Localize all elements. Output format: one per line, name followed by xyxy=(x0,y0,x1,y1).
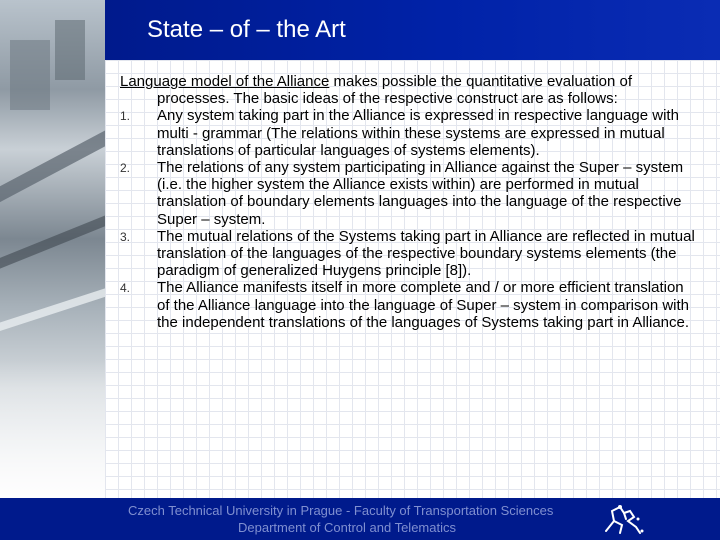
list-text: Any system taking part in the Alliance is expressed in respective language with multi - grammar (The relations within these systems are expressed in mutual translations of particular languages of systems elements). xyxy=(157,107,679,159)
slide-title: State – of – the Art xyxy=(147,16,346,43)
list-text: The relations of any system participating in Alliance against the Super – system (i.e. the higher system the Alliance exists within) are performed in mutual translation of boundary elements languages into the language of the respective Super – system. xyxy=(157,159,684,228)
footer-department: Department of Control and Telematics xyxy=(238,520,456,535)
footer-university: Czech Technical University in Prague - Faculty of Transportation Sciences xyxy=(128,503,554,518)
list-number: 2. xyxy=(120,161,131,176)
list-text: The Alliance manifests itself in more complete and / or more efficient translation of the Alliance language into the language of Super – system in comparison with the independent translations of the languages of Systems taking part in Alliance. xyxy=(157,279,690,331)
list-item xyxy=(120,159,695,228)
list-number: 1. xyxy=(120,109,131,124)
list-item xyxy=(120,107,695,159)
highway-photo xyxy=(0,0,105,498)
list-text: The mutual relations of the Systems taking part in Alliance are reflected in mutual translation of the languages of the respective boundary systems elements (the paradigm of generalized Huygens principle [8]). xyxy=(157,227,695,280)
list-item xyxy=(120,279,695,331)
slide-body xyxy=(120,73,695,331)
ctu-lion-logo xyxy=(600,501,646,537)
list-number: 4. xyxy=(120,281,131,296)
intro-text: makes possible the quantitative evaluation of processes. The basic ideas of the respective construct are as follows: xyxy=(157,73,633,108)
intro-paragraph xyxy=(120,73,695,107)
intro-underlined: Language model of the Alliance xyxy=(120,73,330,90)
list-number: 3. xyxy=(120,229,131,244)
title-bar xyxy=(105,0,720,60)
list-item xyxy=(120,228,695,280)
footer-bar xyxy=(0,498,720,540)
